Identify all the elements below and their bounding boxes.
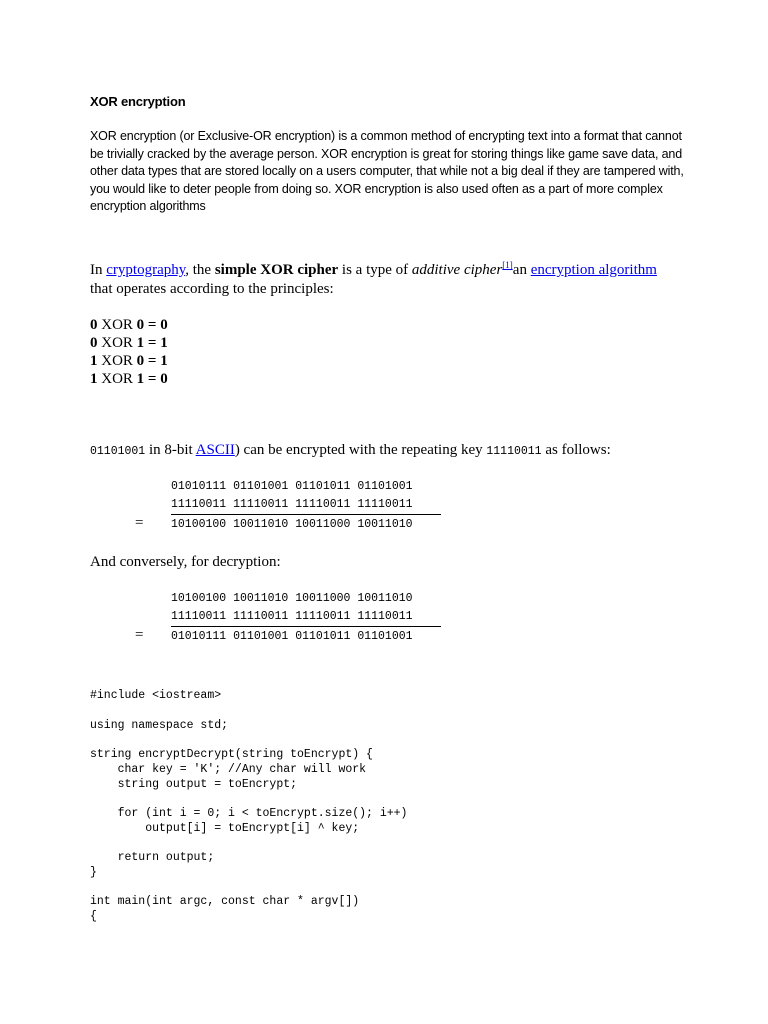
encrypt-equals-sign: = [135, 515, 144, 531]
para1-text-in: In [90, 262, 107, 278]
decrypt-result-row: 01010111 01101001 01101011 01101001 [171, 630, 413, 643]
cryptography-link[interactable]: cryptography [106, 262, 186, 278]
code-line: return output; [90, 851, 215, 864]
para1-text-b: is a type of [338, 262, 412, 278]
code-line: { [90, 910, 97, 923]
ascii-text-a: in 8-bit [145, 442, 196, 458]
ascii-link[interactable]: ASCII [195, 442, 235, 458]
encrypt-plaintext-row: 01010111 01101001 01101011 01101001 [171, 480, 413, 493]
ascii-text-c: as follows: [541, 442, 611, 458]
para1-text-d: that operates according to the principles: [90, 281, 334, 297]
cipher-definition-paragraph [90, 261, 710, 299]
code-line: int main(int argc, const char * argv[]) [90, 895, 360, 908]
code-line: #include <iostream> [90, 689, 222, 702]
truth-row-2: 0 XOR 1 = 1 [90, 335, 168, 351]
code-line: } [90, 866, 97, 879]
decrypt-key-row: 11110011 11110011 11110011 11110011 [171, 610, 413, 623]
footnote-1-link[interactable]: [1] [502, 260, 513, 270]
code-line: for (int i = 0; i < toEncrypt.size(); i++) [90, 807, 408, 820]
encrypt-sum-rule [171, 514, 441, 515]
encrypt-result-row: 10100100 10011010 10011000 10011010 [171, 518, 413, 531]
additive-cipher-term: additive cipher [411, 262, 503, 278]
code-line: string encryptDecrypt(string toEncrypt) { [90, 748, 373, 761]
code-line: using namespace std; [90, 719, 229, 732]
decrypt-equals-sign: = [135, 627, 144, 643]
code-line: char key = 'K'; //Any char will work [90, 763, 367, 776]
code-line: string output = toEncrypt; [90, 778, 298, 791]
para1-text-a: , the [185, 262, 215, 278]
ascii-example-line [90, 441, 611, 461]
decrypt-ciphertext-row: 10100100 10011010 10011000 10011010 [171, 592, 413, 605]
document-title: XOR encryption [90, 94, 186, 109]
truth-row-1: 0 XOR 0 = 0 [90, 317, 168, 333]
intro-paragraph: XOR encryption (or Exclusive-OR encryption) is a common method of encrypting text into a format that cannot be trivially cracked by the average person. XOR encryption is great for storing things like game save data, and other data types that are stored locally on a users computer, that while not a big deal if they are tampered with, you would like to deter people from doing so. XOR encryption is also used often as a part of more complex encryption algorithms [90, 129, 684, 213]
truth-row-4: 1 XOR 1 = 0 [90, 371, 168, 387]
encryption-algorithm-link[interactable]: encryption algorithm [530, 262, 657, 278]
para1-text-c: an [512, 262, 531, 278]
repeating-key-value: 11110011 [486, 445, 542, 458]
decrypt-sum-rule [171, 626, 441, 627]
xor-truth-table [90, 316, 168, 388]
encrypt-key-row: 11110011 11110011 11110011 11110011 [171, 498, 413, 511]
decryption-label: And conversely, for decryption: [90, 554, 281, 570]
ascii-code-value: 01101001 [90, 445, 146, 458]
simple-xor-cipher-term: simple XOR cipher [214, 262, 339, 278]
truth-row-3: 1 XOR 0 = 1 [90, 353, 168, 369]
code-line: output[i] = toEncrypt[i] ^ key; [90, 822, 360, 835]
ascii-text-b: ) can be encrypted with the repeating key [234, 442, 487, 458]
